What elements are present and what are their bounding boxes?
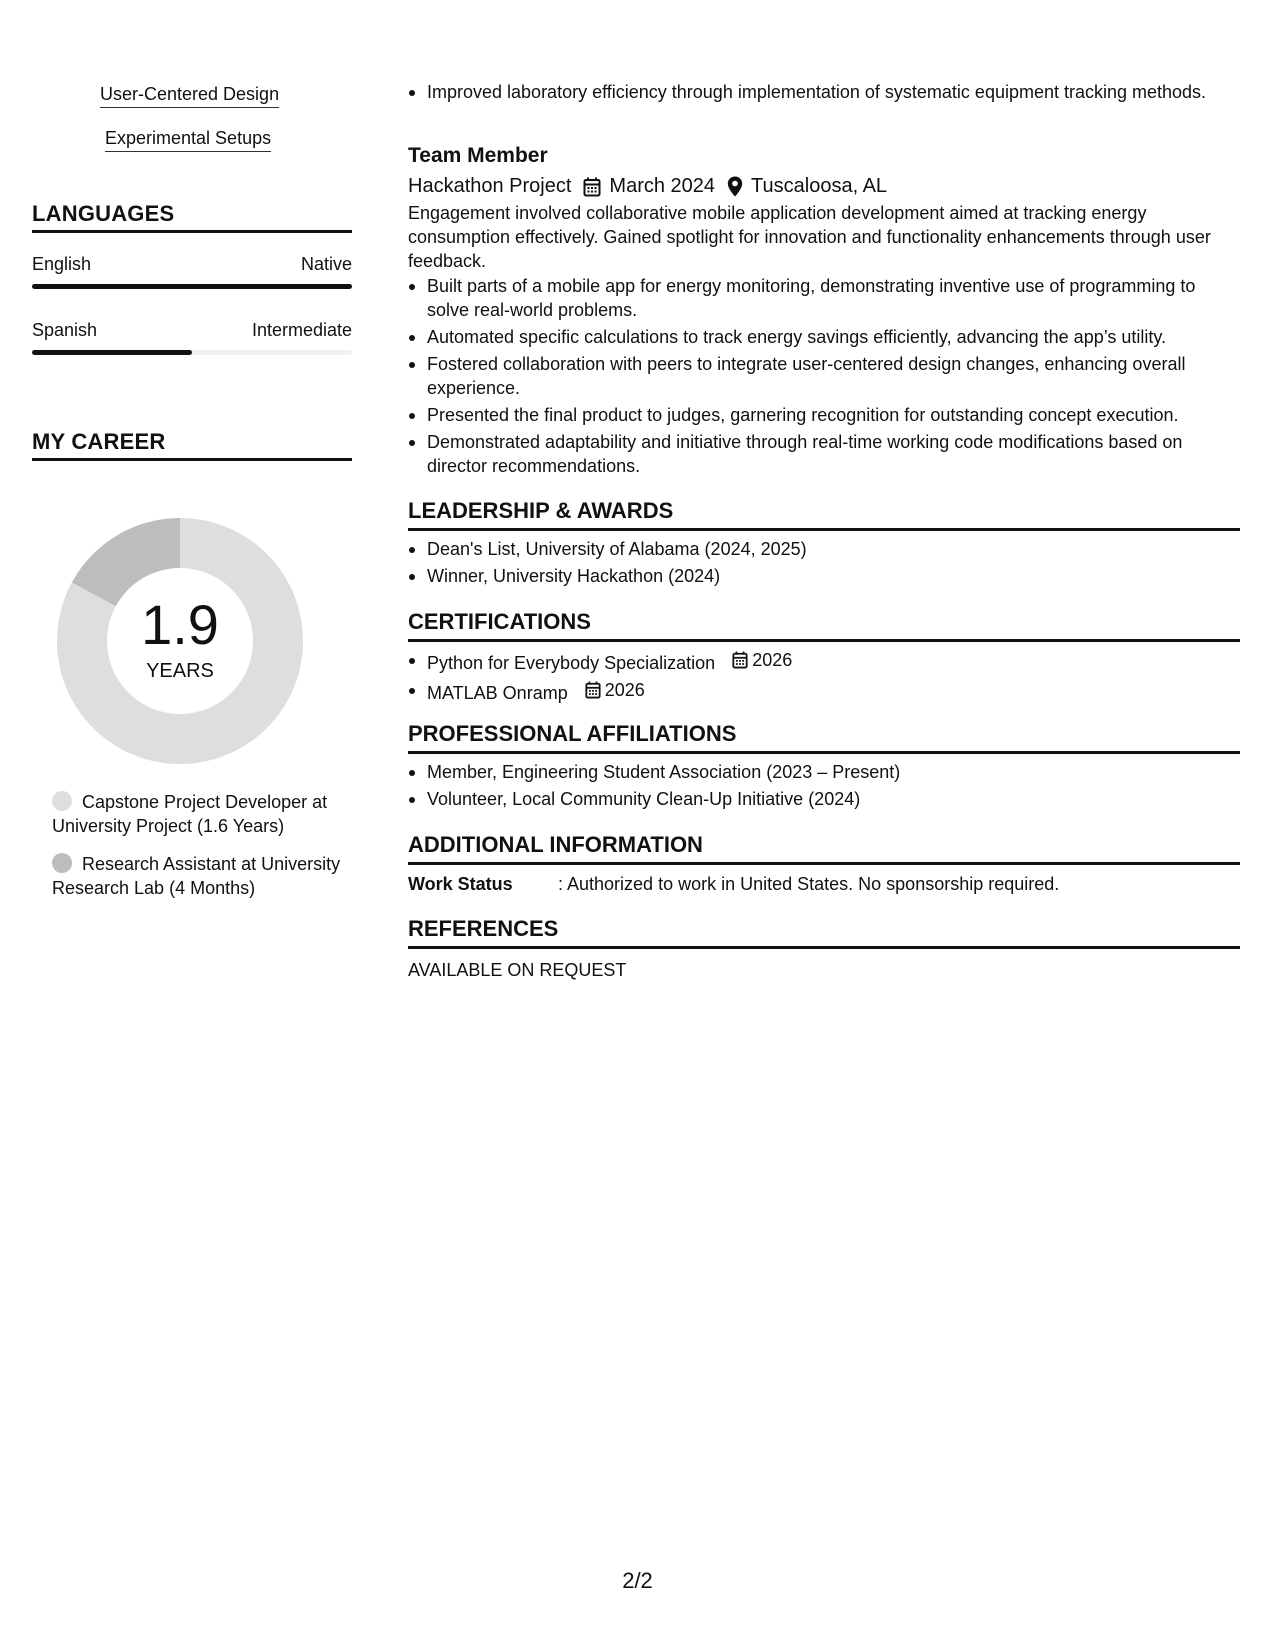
skill-tag: Experimental Setups — [105, 128, 271, 152]
job-title: Team Member — [408, 144, 548, 167]
job-bullets — [408, 274, 1240, 481]
languages-heading: LANGUAGES — [32, 201, 175, 226]
language-proficiency-bar — [32, 350, 352, 355]
page-number: 2/2 — [622, 1568, 653, 1593]
job-date: March 2024 — [609, 175, 716, 197]
bullet-item: Demonstrated adaptability and initiative through real-time working code modifications based on director recommendations. — [408, 430, 1240, 478]
work-status-value: : Authorized to work in United States. No sponsorship required. — [558, 874, 1060, 894]
section-divider — [408, 639, 1240, 642]
section-divider — [408, 862, 1240, 865]
calendar-icon — [732, 651, 748, 669]
job-description: Engagement involved collaborative mobile application development aimed at tracking energy consumption effectively. Gained spotlight for innovation and functionality enhancements through user feedback. — [408, 203, 1211, 271]
language-row — [32, 254, 352, 275]
certification-name: Python for Everybody Specialization — [427, 653, 716, 673]
career-legend-item — [52, 852, 342, 900]
job-company: Hackathon Project — [408, 175, 572, 197]
section-divider — [408, 946, 1240, 949]
legend-label: Capstone Project Developer at University Project (1.6 Years) — [52, 792, 328, 836]
career-heading: MY CAREER — [32, 429, 166, 454]
calendar-icon — [585, 681, 601, 699]
job-location: Tuscaloosa, AL — [751, 175, 888, 197]
affiliations-list — [408, 760, 1240, 814]
language-name: Spanish — [32, 320, 98, 340]
section-divider — [408, 751, 1240, 754]
language-level: Intermediate — [251, 320, 352, 340]
career-total-unit: YEARS — [146, 660, 214, 682]
language-name: English — [32, 254, 92, 274]
affiliation-item: Volunteer, Local Community Clean-Up Initiative (2024) — [408, 787, 1240, 811]
affiliations-heading: PROFESSIONAL AFFILIATIONS — [408, 721, 737, 746]
bullet-item: Presented the final product to judges, garnering recognition for outstanding concept execution. — [408, 403, 1240, 427]
skill-tag: User-Centered Design — [100, 84, 279, 108]
certification-year: 2026 — [752, 650, 793, 670]
career-legend-item — [52, 790, 342, 838]
certification-item — [408, 648, 1240, 675]
language-proficiency-fill — [32, 350, 192, 355]
bullet-item: Fostered collaboration with peers to integrate user-centered design changes, enhancing overall experience. — [408, 352, 1240, 400]
award-item: Winner, University Hackathon (2024) — [408, 564, 1240, 588]
certifications-heading: CERTIFICATIONS — [408, 609, 591, 634]
career-donut-chart — [57, 518, 303, 764]
certification-name: MATLAB Onramp — [427, 683, 568, 703]
leadership-list — [408, 537, 1240, 591]
prev-job-bullets — [408, 80, 1240, 107]
legend-swatch — [52, 853, 72, 873]
bullet-item: Improved laboratory efficiency through implementation of systematic equipment tracking methods. — [408, 80, 1240, 104]
award-item: Dean's List, University of Alabama (2024, 2025) — [408, 537, 1240, 561]
certification-year: 2026 — [604, 680, 645, 700]
career-total-value: 1.9 — [141, 593, 219, 656]
language-level: Native — [300, 254, 352, 274]
bullet-item: Automated specific calculations to track energy savings efficiently, advancing the app’s utility. — [408, 325, 1240, 349]
section-divider — [32, 230, 352, 233]
calendar-icon — [583, 177, 601, 197]
legend-label: Research Assistant at University Research Lab (4 Months) — [52, 854, 341, 898]
section-divider — [32, 458, 352, 461]
work-status-label: Work Status — [408, 874, 513, 894]
section-divider — [408, 528, 1240, 531]
location-pin-icon — [727, 176, 743, 197]
bullet-item: Built parts of a mobile app for energy monitoring, demonstrating inventive use of programming to solve real-world problems. — [408, 274, 1240, 322]
certification-item — [408, 678, 1240, 705]
language-proficiency-fill — [32, 284, 352, 289]
leadership-heading: LEADERSHIP & AWARDS — [408, 498, 674, 523]
references-heading: REFERENCES — [408, 916, 559, 941]
certifications-list — [408, 648, 1240, 708]
job-meta — [408, 175, 1240, 198]
references-text: AVAILABLE ON REQUEST — [408, 960, 627, 980]
affiliation-item: Member, Engineering Student Association (2023 – Present) — [408, 760, 1240, 784]
additional-info-heading: ADDITIONAL INFORMATION — [408, 832, 703, 857]
work-status-row — [408, 874, 1240, 895]
legend-swatch — [52, 791, 72, 811]
language-proficiency-bar — [32, 284, 352, 289]
language-row — [32, 320, 352, 341]
